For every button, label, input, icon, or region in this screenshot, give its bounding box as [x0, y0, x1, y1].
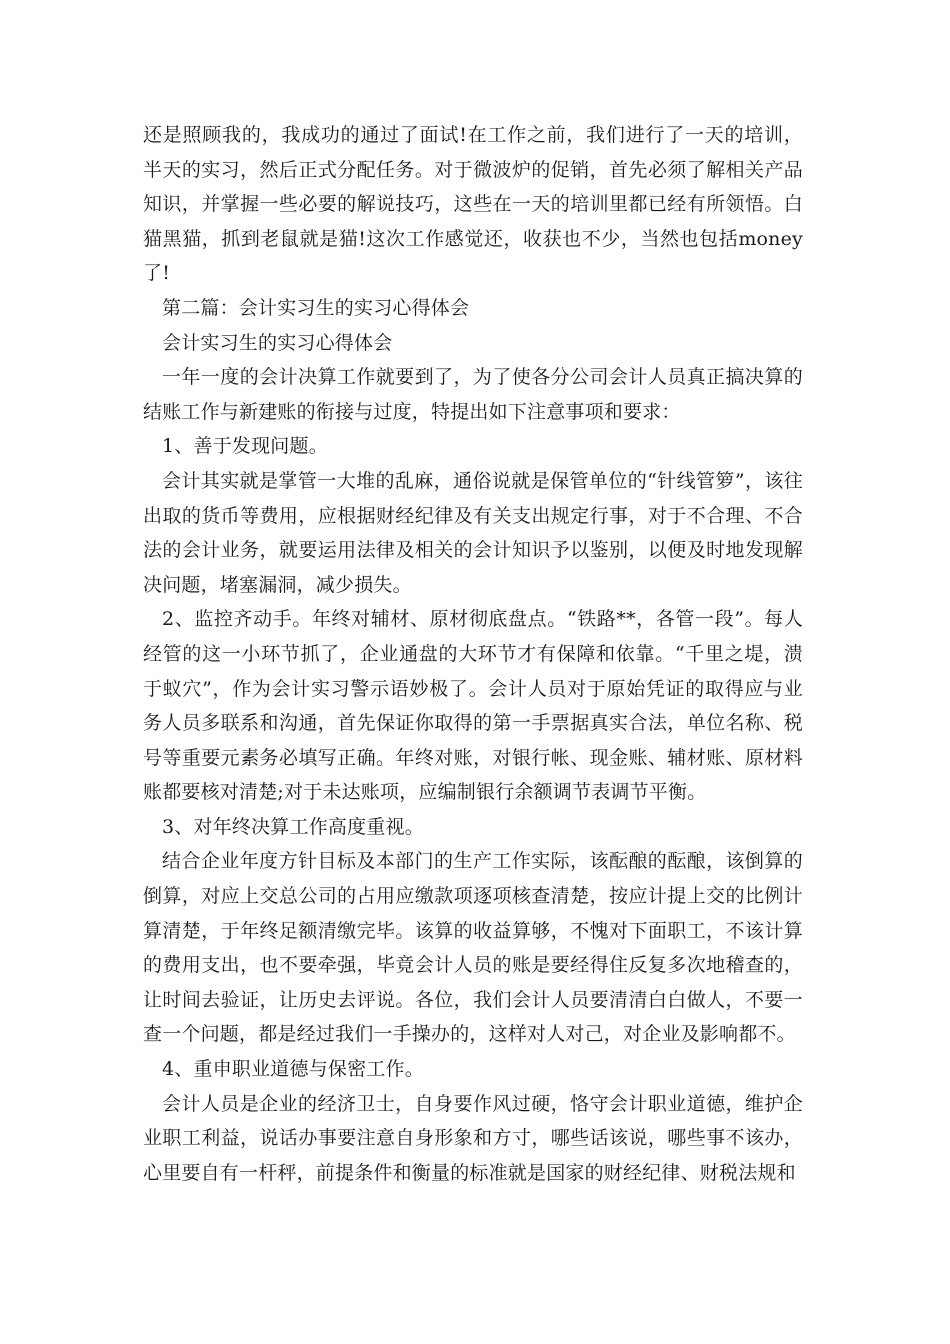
intro-paragraph: 一年一度的会计决算工作就要到了，为了使各分公司会计人员真正搞决算的结账工作与新建账的衔接与过度，特提出如下注意事项和要求： [143, 366, 803, 423]
paragraph-continued: 还是照顾我的，我成功的通过了面试!在工作之前，我们进行了一天的培训，半天的实习，然后正式分配任务。对于微波炉的促销，首先必须了解相关产品知识，并掌握一些必要的解说技巧，这些在一天的培训里都已经有所领悟。白猫黑猫，抓到老鼠就是猫!这次工作感觉还，收获也不少，当然也包括money 了! [143, 124, 803, 285]
point-2-body: 2、监控齐动手。年终对辅材、原材彻底盘点。“铁路**，各管一段”。每人经管的这一小环节抓了，企业通盘的大环节才有保障和依靠。“千里之堤，溃于蚁穴”，作为会计实习警示语妙极了。会计人员对于原始凭证的取得应与业务人员多联系和沟通，首先保证你取得的第一手票据真实合法，单位名称、税号等重要元素务必填写正确。年终对账，对银行帐、现金账、辅材账、原材料账都要核对清楚;对于未达账项，应编制银行余额调节表调节平衡。 [143, 608, 803, 804]
article-title: 会计实习生的实习心得体会 [162, 331, 393, 354]
point-4-heading: 4、重申职业道德与保密工作。 [162, 1058, 424, 1081]
point-1-heading: 1、善于发现问题。 [162, 435, 328, 458]
point-3-heading: 3、对年终决算工作高度重视。 [162, 815, 424, 838]
point-1-body: 会计其实就是掌管一大堆的乱麻，通俗说就是保管单位的“针线管箩”，该往出取的货币等费用，应根据财经纪律及有关支出规定行事，对于不合理、不合法的会计业务，就要运用法律及相关的会计知识予以鉴别，以便及时地发现解决问题，堵塞漏洞，减少损失。 [143, 469, 803, 596]
point-4-body: 会计人员是企业的经济卫士，自身要作风过硬，恪守会计职业道德，维护企业职工利益，说话办事要注意自身形象和方寸，哪些话该说，哪些事不该办，心里要自有一杆秤，前提条件和衡量的标准就是国家的财经纪律、财税法规和 [143, 1092, 803, 1184]
section-title: 第二篇：会计实习生的实习心得体会 [162, 296, 470, 319]
point-3-body: 结合企业年度方针目标及本部门的生产工作实际，该酝酿的酝酿，该倒算的倒算，对应上交总公司的占用应缴款项逐项核查清楚，按应计提上交的比例计算清楚，于年终足额清缴完毕。该算的收益算够，不愧对下面职工，不该计算的费用支出，也不要牵强，毕竟会计人员的账是要经得住反复多次地稽查的，让时间去验证，让历史去评说。各位，我们会计人员要清清白白做人，不要一查一个问题，都是经过我们一手操办的，这样对人对己，对企业及影响都不。 [143, 850, 803, 1046]
document-body [143, 118, 803, 1190]
